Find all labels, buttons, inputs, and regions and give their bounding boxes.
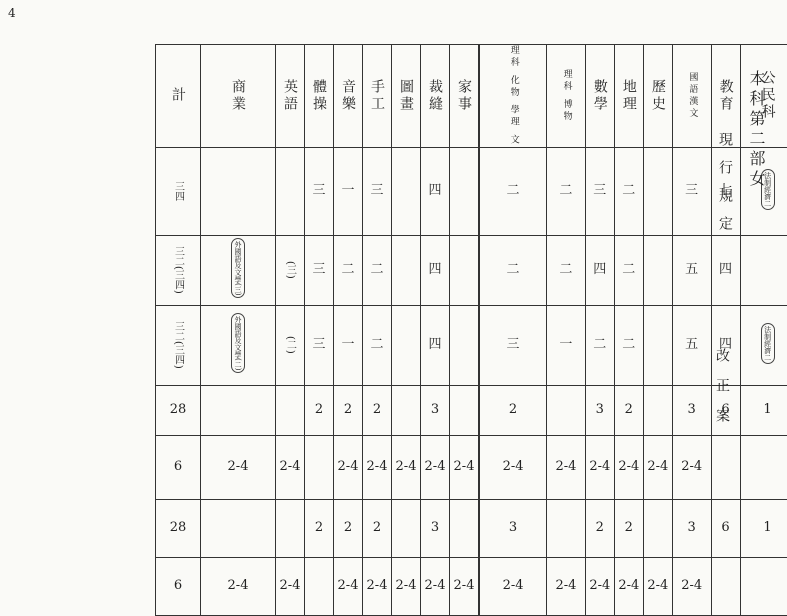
table-cell: 2 [585, 499, 614, 557]
table-cell: 2-4 [585, 435, 614, 499]
table-cell: 2-4 [276, 557, 305, 615]
table-cell [450, 235, 479, 305]
table-cell [276, 499, 305, 557]
header-japanese: 國語漢文 [687, 72, 696, 120]
table-cell [450, 147, 479, 235]
table-cell: 五 [672, 235, 711, 305]
header-row [156, 45, 787, 148]
table-cell: 3 [421, 499, 450, 557]
table-cell [450, 499, 479, 557]
table-row [156, 557, 787, 615]
table-cell: 七 [711, 147, 740, 235]
table-cell: 2-4 [363, 557, 392, 615]
table-cell: (二) [285, 336, 296, 354]
table-cell: 2 [305, 385, 334, 435]
table-cell [711, 557, 740, 615]
table-cell: 2-4 [643, 557, 672, 615]
header-homeec: 家事 [457, 79, 471, 113]
table-cell: 28 [156, 499, 201, 557]
table-cell: 二 [363, 305, 392, 385]
table-cell: 2-4 [334, 557, 363, 615]
table-cell [276, 385, 305, 435]
table-cell: 2 [305, 499, 334, 557]
table-cell [547, 499, 586, 557]
table-cell: 2-4 [392, 557, 421, 615]
table-cell [392, 235, 421, 305]
table-cell: 三 [672, 147, 711, 235]
table-cell: 三 [305, 305, 334, 385]
header-total: 計 [171, 87, 185, 104]
table-cell: 2 [334, 499, 363, 557]
table-cell: 1 [740, 385, 787, 435]
table-cell: 四 [711, 305, 740, 385]
table-cell: 一 [334, 305, 363, 385]
header-sewing: 裁縫 [428, 79, 442, 113]
table-cell: 三四 [173, 181, 184, 201]
table-cell: 6 [156, 557, 201, 615]
table-cell: 二 [480, 147, 547, 235]
header-commerce: 商業 [231, 79, 245, 113]
table-cell [276, 147, 305, 235]
table-cell: 二 [363, 235, 392, 305]
table-cell [305, 557, 334, 615]
table-cell: 6 [711, 385, 740, 435]
table-cell [201, 499, 276, 557]
table-cell: 四 [421, 147, 450, 235]
table-cell: 一 [547, 305, 586, 385]
header-math: 數學 [593, 79, 607, 113]
table-row [156, 147, 787, 235]
table-row [156, 499, 787, 557]
table-cell: 2 [480, 385, 547, 435]
table-cell: 2 [614, 499, 643, 557]
table-cell: 6 [711, 499, 740, 557]
table-cell [740, 435, 787, 499]
table-cell [547, 385, 586, 435]
table-cell: 四 [585, 235, 614, 305]
table-row [156, 385, 787, 435]
table-cell: 三二(三四) [173, 246, 184, 294]
header-science-phys: 理科 化物 學理 文 [508, 45, 517, 147]
table-cell [392, 499, 421, 557]
table-cell: 2-4 [334, 435, 363, 499]
header-science-bio: 理科 博物 [561, 69, 570, 123]
table-cell [711, 435, 740, 499]
table-cell: 2-4 [643, 435, 672, 499]
header-geography: 地理 [622, 79, 636, 113]
table-cell [201, 385, 276, 435]
table-cell: 四 [421, 305, 450, 385]
table-cell: 2-4 [672, 557, 711, 615]
table-row [156, 305, 787, 385]
table-cell: 2-4 [363, 435, 392, 499]
table-cell: 二 [547, 235, 586, 305]
table-cell: 二 [614, 305, 643, 385]
table-cell: 2-4 [614, 435, 643, 499]
table-cell: 五 [672, 305, 711, 385]
table-cell: 3 [480, 499, 547, 557]
table-cell [201, 147, 276, 235]
table-cell: 1 [740, 499, 787, 557]
table-cell [392, 385, 421, 435]
table-cell: 3 [672, 385, 711, 435]
table-cell [643, 305, 672, 385]
curriculum-table [155, 44, 787, 616]
table-cell: 2 [334, 385, 363, 435]
section-revision: 改正案 [712, 348, 732, 438]
table-row [156, 235, 787, 305]
table-cell [450, 305, 479, 385]
table-cell: 2-4 [450, 557, 479, 615]
table-cell [643, 147, 672, 235]
table-cell: 法制經濟二 [761, 323, 775, 364]
table-cell: 外國語及文學(三) [231, 238, 245, 298]
header-music: 音樂 [341, 79, 355, 113]
table-cell: (三) [285, 261, 296, 279]
header-handicraft: 手工 [370, 79, 384, 113]
table-cell: 3 [421, 385, 450, 435]
table-cell: 二 [614, 147, 643, 235]
table-cell: 3 [672, 499, 711, 557]
section-current: 現行規定 [715, 132, 735, 244]
table-cell: 2 [363, 385, 392, 435]
table-cell: 法制經濟二 [761, 169, 775, 210]
table-cell: 三二(三四) [173, 321, 184, 369]
header-pe: 體操 [312, 79, 326, 113]
table-cell [450, 385, 479, 435]
table-cell: 2 [614, 385, 643, 435]
table-cell: 三 [305, 235, 334, 305]
table-cell [643, 499, 672, 557]
table-cell: 2-4 [421, 435, 450, 499]
table-cell: 二 [334, 235, 363, 305]
table-cell: 2-4 [547, 557, 586, 615]
table-cell: 四 [711, 235, 740, 305]
table-cell [392, 305, 421, 385]
table-row [156, 435, 787, 499]
table-cell: 三 [585, 147, 614, 235]
table-cell: 2-4 [201, 557, 276, 615]
header-education: 教育 [719, 79, 733, 113]
table-cell [740, 235, 787, 305]
table-cell: 2-4 [421, 557, 450, 615]
table-cell: 二 [547, 147, 586, 235]
table-cell: 2-4 [614, 557, 643, 615]
table-cell: 6 [156, 435, 201, 499]
table-cell [305, 435, 334, 499]
table-cell: 外國語及文學(二) [231, 313, 245, 373]
table-cell: 2 [363, 499, 392, 557]
table-cell: 三 [480, 305, 547, 385]
header-english: 英語 [283, 79, 297, 113]
table-cell: 2-4 [276, 435, 305, 499]
table-cell: 2-4 [672, 435, 711, 499]
header-civics: 公民科 [761, 70, 775, 121]
table-cell [392, 147, 421, 235]
table-cell: 三 [305, 147, 334, 235]
table-cell: 2-4 [450, 435, 479, 499]
table-cell: 28 [156, 385, 201, 435]
table-cell: 二 [480, 235, 547, 305]
table-cell [643, 235, 672, 305]
table-cell: 2-4 [201, 435, 276, 499]
header-history: 歷史 [651, 79, 665, 113]
table-cell: 3 [585, 385, 614, 435]
table-cell: 四 [421, 235, 450, 305]
table-cell: 2-4 [547, 435, 586, 499]
table-cell: 三 [363, 147, 392, 235]
header-drawing: 圖畫 [399, 79, 413, 113]
table-cell: 2-4 [392, 435, 421, 499]
table-cell: 2-4 [480, 435, 547, 499]
table-cell: 2-4 [585, 557, 614, 615]
table-cell: 二 [585, 305, 614, 385]
page-title: 本科第二部女 [745, 70, 768, 190]
corner-mark: 4 [8, 6, 16, 20]
table-cell: 二 [614, 235, 643, 305]
table-cell: 一 [334, 147, 363, 235]
table-cell: 2-4 [480, 557, 547, 615]
table-cell [740, 557, 787, 615]
table-cell [643, 385, 672, 435]
